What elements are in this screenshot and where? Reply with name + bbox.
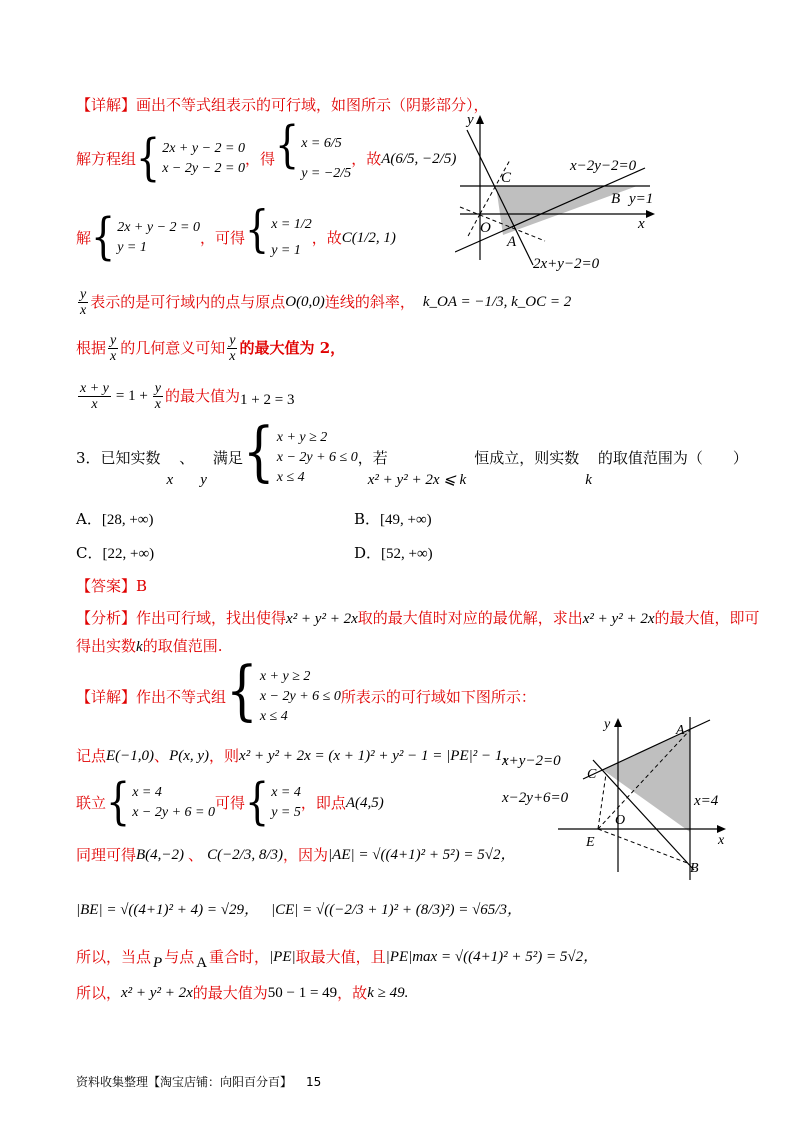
detail-label: 【详解】 (76, 96, 137, 114)
system-row: x + y ≥ 2 (259, 669, 311, 684)
var-k: k (585, 472, 592, 488)
analysis-text: 的取值范围. (142, 637, 223, 655)
ae-distance: |AE| = √((4+1)² + 5²) = 5√2， (328, 847, 516, 863)
answer-label: 【答案】 (76, 577, 137, 595)
x-axis-arrow (646, 210, 655, 218)
geometric-text: 根据 (76, 339, 107, 357)
analysis-text: 作出可行域，找出使得 (136, 609, 287, 627)
label-e: E (586, 835, 595, 850)
expr: x² + y² + 2x (582, 611, 655, 627)
page-number: 15 (306, 1075, 322, 1089)
because-text: ，因为 (283, 846, 329, 864)
solve-system-1 (76, 116, 457, 194)
result-row: x = 6/5 (301, 136, 342, 151)
analysis-text: 的最大值，即可 (654, 609, 760, 627)
analysis-label: 【分析】 (76, 609, 137, 627)
analysis-text: 得出实数 (76, 637, 137, 655)
system-row: x = 4 (132, 785, 162, 800)
point-b: B(4,−2) (136, 847, 185, 863)
can-get-text: ，可得 (199, 229, 245, 247)
detail-intro-text: 画出不等式组表示的可行域，如图所示（阴影部分）， (136, 96, 489, 114)
detail-intro-text-2: 所表示的可行域如下图所示： (340, 688, 536, 706)
label-x-plus-y: x+y−2=0 (502, 753, 561, 769)
dashed-ec (598, 774, 606, 829)
label-x-minus-2y: x−2y+6=0 (502, 790, 569, 806)
option-c[interactable] (76, 543, 154, 564)
system-row: y = 1 (117, 240, 147, 255)
coincide-text-2: 重合时， (209, 948, 270, 966)
system-row: 2x + y − 2 = 0 (117, 220, 200, 235)
label-a: A (676, 723, 685, 738)
so-text: ，故 (311, 229, 342, 247)
solve-system-2 (76, 200, 396, 268)
final-expr: x² + y² + 2x (121, 985, 193, 1001)
identity: x² + y² + 2x = (x + 1)² + y² − 1 = |PE|² − 1， (239, 748, 518, 764)
pe-max-value: |PE|max = √((4+1)² + 5²) = 5√2， (385, 949, 599, 965)
final-text: 的最大值为 (192, 984, 268, 1002)
system-row: x ≤ 4 (276, 470, 305, 485)
label-b: B (690, 861, 699, 876)
var-y: y (200, 472, 207, 488)
range-text: 的取值范围为（ ） (597, 449, 748, 467)
feasible-region-graph-1 (455, 110, 665, 275)
equation-system: { 2x + y − 2 = 0 x − 2y − 2 = 0 (136, 129, 245, 187)
label-a: A (507, 234, 517, 250)
result-row: x = 1/2 (271, 217, 312, 232)
option-letter: C． (76, 544, 103, 562)
question-3-stem (76, 413, 748, 491)
system-row: x − 2y + 6 = 0 (132, 805, 215, 820)
constraint-system: { x + y ≥ 2 x − 2y + 6 ≤ 0 x ≤ 4 (226, 652, 341, 729)
coincide-text: 与点 (164, 948, 195, 966)
detail-1-intro (76, 95, 489, 115)
then-text: ，则 (209, 747, 240, 765)
equation-system: { 2x + y − 2 = 0 y = 1 (91, 208, 200, 266)
be-ce-line (76, 892, 522, 928)
can-get-text: 可得 (214, 794, 245, 812)
get-text: ，得 (244, 150, 275, 168)
so-when-line (76, 942, 598, 972)
namely-text: ，即点 (300, 794, 346, 812)
option-letter: D． (354, 544, 382, 562)
slope-line (76, 284, 571, 320)
label-x: x (638, 216, 645, 232)
constraint-system: { x + y ≥ 2 x − 2y + 6 ≤ 0 x ≤ 4 (242, 413, 358, 490)
label-x-eq-4: x=4 (694, 793, 719, 809)
similar-line: 同理可得 B(4,−2) 、 C(−2/3, 8/3) ，因为 |AE| = √((4+1)² + 5²) = 5√2， (76, 846, 516, 864)
y-over-x-fraction: $\frac{y}{x}$ (154, 380, 162, 412)
therefore-text: 所以， (76, 984, 122, 1002)
expr: x² + y² + 2x (286, 611, 358, 627)
detail-intro-text: 作出不等式组 (136, 688, 227, 706)
analysis-text: 取的最大值时对应的最优解，求出 (357, 609, 583, 627)
result-system: { x = 4 y = 5 (245, 773, 301, 831)
geometric-text-2: 的几何意义可知 (120, 339, 226, 357)
analysis-line-2 (76, 636, 222, 657)
result-system: { x = 1/2 y = 1 (245, 212, 312, 264)
label-y: y (467, 112, 474, 128)
so-when-text: 所以，当点 (76, 948, 152, 966)
xy-over-x-fraction: $\frac{x + y}{x}$ (80, 380, 109, 412)
detail-2-intro (76, 652, 536, 730)
result-row: y = −2/5 (301, 166, 352, 181)
always-text: 恒成立，则实数 (474, 449, 580, 467)
pe: |PE| (269, 949, 296, 965)
join-prefix: 联立 (76, 794, 107, 812)
final-value: 50 − 1 = 49 (267, 985, 338, 1001)
system-row: 2x + y − 2 = 0 (162, 141, 245, 156)
page-footer (76, 1073, 321, 1090)
y-over-x-fraction: $\frac{y}{x}$ (229, 332, 236, 364)
system-row: x ≤ 4 (259, 709, 288, 724)
so-k-text: ，故 (337, 984, 368, 1002)
answer-line (76, 576, 147, 596)
result-system: { x = 6/5 y = −2/5 (275, 129, 351, 189)
label-o: O (615, 813, 626, 828)
so-text: ，故 (351, 150, 382, 168)
label-o: O (480, 220, 491, 236)
geometric-text-3: 的最大值为 2， (239, 339, 346, 357)
label-y: y (604, 717, 611, 732)
label-b: B (611, 191, 621, 207)
ce-distance: |CE| = √((−2/3 + 1)² + (8/3)²) = √65/3， (271, 902, 522, 918)
similar-text: 同理可得 (76, 846, 137, 864)
system-row: x − 2y − 2 = 0 (162, 161, 245, 176)
dashed-eb (598, 829, 690, 864)
var-p: P (153, 955, 163, 971)
analysis-line-1 (76, 608, 760, 629)
feasible-region-graph-2 (498, 712, 738, 882)
therefore-line (76, 980, 408, 1006)
question-number: 3．已知实数 (76, 449, 161, 467)
final-text: 的最大值为 (165, 387, 241, 405)
option-letter: B． (354, 510, 381, 528)
slope-text-2: 连线的斜率， (324, 293, 415, 311)
system-row: x = 4 (271, 785, 301, 800)
final-max-line: $\frac{x + y}{x}$ = 1 + $\frac{y}{x}$ 的最大值为 1 + 2 = 3 (80, 380, 295, 412)
y-over-x-fraction: $\frac{y}{x}$ (110, 332, 117, 364)
var-k: k (136, 639, 143, 655)
label-y-eq-1: y=1 (629, 191, 654, 207)
y-over-x-fraction: $\frac{y}{x}$ (80, 286, 87, 318)
footer-text: 资料收集整理【淘宝店铺：向阳百分百】 (76, 1075, 293, 1089)
label-x-2y-2: x−2y−2=0 (570, 158, 637, 174)
point-e: E(−1,0) (106, 748, 155, 764)
option-value: [22, +∞) (102, 546, 155, 562)
equation-system: { x = 4 x − 2y + 6 = 0 (106, 773, 215, 831)
option-value: [28, +∞) (101, 512, 154, 528)
point-c: C(−2/3, 8/3) (207, 847, 284, 863)
separator: 、 (154, 747, 170, 765)
note-point-e (76, 742, 517, 770)
solve-prefix: 解方程组 (76, 150, 137, 168)
point-a: A(4,5) (345, 795, 384, 811)
detail-label: 【详解】 (76, 688, 137, 706)
slope-values: k_OA = −1/3, k_OC = 2 (422, 294, 572, 310)
dashed-oc-ext (467, 214, 480, 238)
var-a: A (196, 955, 208, 971)
x-axis-arrow (717, 825, 726, 833)
inequality: x² + y² + 2x ⩽ k (367, 472, 467, 488)
label-c: C (501, 170, 512, 186)
system-row: y = 5 (271, 805, 301, 820)
option-a[interactable] (76, 509, 154, 530)
option-letter: A． (76, 510, 102, 528)
origin-point: O(0,0) (285, 294, 325, 310)
note-prefix: 记点 (76, 747, 107, 765)
y-axis-arrow (476, 115, 484, 124)
slope-text: 表示的是可行域内的点与原点 (90, 293, 286, 311)
system-row: x + y ≥ 2 (276, 430, 328, 445)
be-distance: |BE| = √((4+1)² + 4) = √29， (76, 902, 260, 918)
var-x: x (166, 472, 174, 488)
geometric-meaning-line (76, 330, 345, 366)
point-p: P(x, y) (169, 748, 210, 764)
y-axis-arrow (614, 718, 622, 727)
option-b[interactable] (354, 509, 432, 530)
system-row: x − 2y + 6 ≤ 0 (259, 689, 341, 704)
answer-value: B (136, 577, 148, 595)
separator: 、 (179, 449, 195, 467)
label-c: C (587, 767, 597, 782)
point-a: A(6/5, −2/5) (381, 151, 457, 167)
label-2x-y-2: 2x+y−2=0 (533, 256, 600, 272)
takes-max-text: 取最大值，且 (295, 948, 386, 966)
join-system-line (76, 773, 384, 831)
point-c: C(1/2, 1) (341, 230, 396, 246)
option-d[interactable] (354, 543, 433, 564)
line-x-minus-2y (455, 168, 645, 252)
if-text: ，若 (357, 449, 388, 467)
final-value: 1 + 2 = 3 (240, 392, 295, 408)
system-row: x − 2y + 6 ≤ 0 (276, 450, 358, 465)
option-value: [52, +∞) (381, 546, 433, 562)
result-row: y = 1 (271, 243, 301, 258)
satisfy-text: 满足 (212, 449, 243, 467)
option-value: [49, +∞) (380, 512, 432, 528)
k-result: k ≥ 49. (367, 985, 409, 1001)
label-x: x (718, 833, 725, 848)
solve-prefix: 解 (76, 229, 92, 247)
